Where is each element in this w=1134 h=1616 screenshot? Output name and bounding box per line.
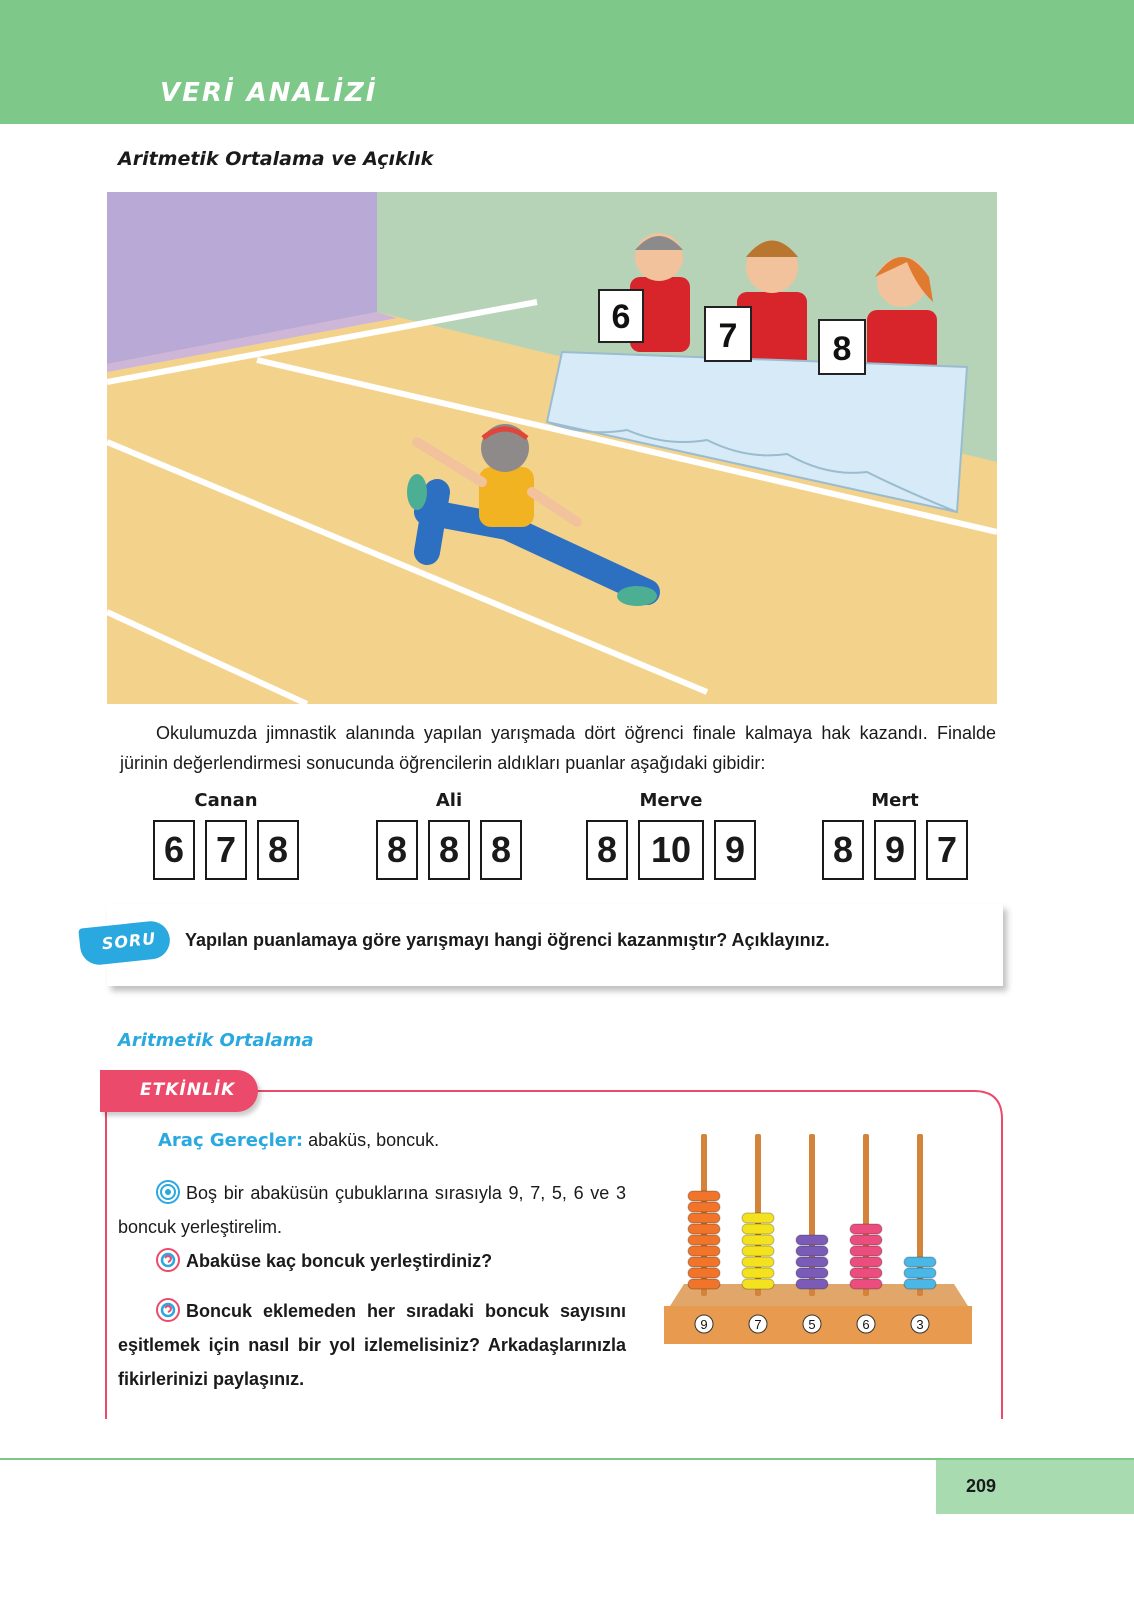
intro-paragraph: Okulumuzda jimnastik alanında yapılan yarışmada dört öğrenci finale kalmaya hak kazandı. Finalde jürinin değerlendirmesi sonucunda öğrencilerin aldıkları puanlar aşağıdaki gibidir: [120,723,996,773]
score-box: 7 [205,820,247,880]
score-box: 8 [822,820,864,880]
abacus-rod-label: 3 [916,1317,924,1332]
subsection-title: Aritmetik Ortalama [118,1030,314,1051]
abacus-rod-label: 9 [700,1317,708,1332]
abacus-bead [850,1235,882,1245]
abacus-bead [688,1191,720,1201]
student-name: Merve [639,790,703,811]
abacus-bead [904,1257,936,1267]
target-bullet-icon [156,1180,180,1204]
svg-text:8: 8 [832,330,852,368]
abacus-bead [850,1246,882,1256]
student-ali [376,790,522,880]
score-box: 7 [926,820,968,880]
student-mert [822,790,968,880]
abacus-bead [796,1235,828,1245]
score-box: 8 [586,820,628,880]
student-canan [153,790,299,880]
abacus-bead [688,1246,720,1256]
score-box: 8 [480,820,522,880]
score-box: 8 [376,820,418,880]
abacus-rod-label: 5 [808,1317,816,1332]
abacus-bead [688,1213,720,1223]
abacus-bead [742,1268,774,1278]
abacus-bead [850,1224,882,1234]
activity-question-2 [118,1294,626,1396]
activity-step-1-text: Boş bir abaküsün çubuklarına sırasıyla 9, 7, 5, 6 ve 3 boncuk yerleştirelim. [118,1183,626,1237]
svg-text:6: 6 [611,298,631,336]
score-box: 8 [428,820,470,880]
activity-step-1 [118,1176,626,1244]
abacus-bead [742,1235,774,1245]
question-text: Yapılan puanlamaya göre yarışmayı hangi öğrenci kazanmıştır? Açıklayınız. [185,930,830,950]
score-box: 10 [638,820,704,880]
abacus-bead [688,1257,720,1267]
abacus-bead [850,1257,882,1267]
abacus-bead [904,1279,936,1289]
header-title: VERİ ANALİZİ [160,78,378,108]
question-badge-label: SORU [100,928,158,954]
activity-question-2-text: Boncuk eklemeden her sıradaki boncuk sayısını eşitlemek için nasıl bir yol izlemelisiniz? Arkadaşlarınızla fikirlerinizi paylaşınız. [118,1301,626,1389]
abacus-bead [796,1246,828,1256]
abacus-bead [904,1268,936,1278]
activity-question-1 [118,1244,626,1278]
score-box: 9 [714,820,756,880]
abacus-bead [742,1279,774,1289]
abacus-bead [688,1268,720,1278]
student-name: Mert [871,790,919,811]
question-bullet-icon [156,1248,180,1272]
activity-badge [100,1070,258,1112]
abacus-rod-label: 6 [862,1317,870,1332]
student-name: Ali [435,790,463,811]
abacus-bead [742,1257,774,1267]
abacus-bead [688,1202,720,1212]
abacus-bead [796,1279,828,1289]
abacus-bead [796,1257,828,1267]
materials-label: Araç Gereçler: [158,1130,304,1151]
abacus-illustration [664,1134,972,1364]
abacus-bead [742,1224,774,1234]
activity-badge-label: ETKİNLİK [140,1080,236,1100]
materials-value: abaküs, boncuk. [303,1130,440,1150]
section-title: Aritmetik Ortalama ve Açıklık [118,148,434,170]
abacus-bead [688,1235,720,1245]
score-box: 6 [153,820,195,880]
materials-line [158,1130,439,1151]
activity-question-1-text: Abaküse kaç boncuk yerleştirdiniz? [186,1251,493,1271]
abacus-bead [850,1268,882,1278]
question-bullet-icon [156,1298,180,1322]
abacus-bead [688,1224,720,1234]
abacus-bead [796,1268,828,1278]
student-name: Canan [194,790,258,811]
student-merve [586,790,756,880]
page-number: 209 [966,1476,997,1496]
abacus-bead [850,1279,882,1289]
svg-text:7: 7 [718,317,738,355]
score-box: 9 [874,820,916,880]
abacus-bead [688,1279,720,1289]
abacus-rod-label: 7 [754,1317,762,1332]
abacus-bead [742,1246,774,1256]
gymnastics-illustration [107,192,997,704]
abacus-bead [742,1213,774,1223]
score-box: 8 [257,820,299,880]
